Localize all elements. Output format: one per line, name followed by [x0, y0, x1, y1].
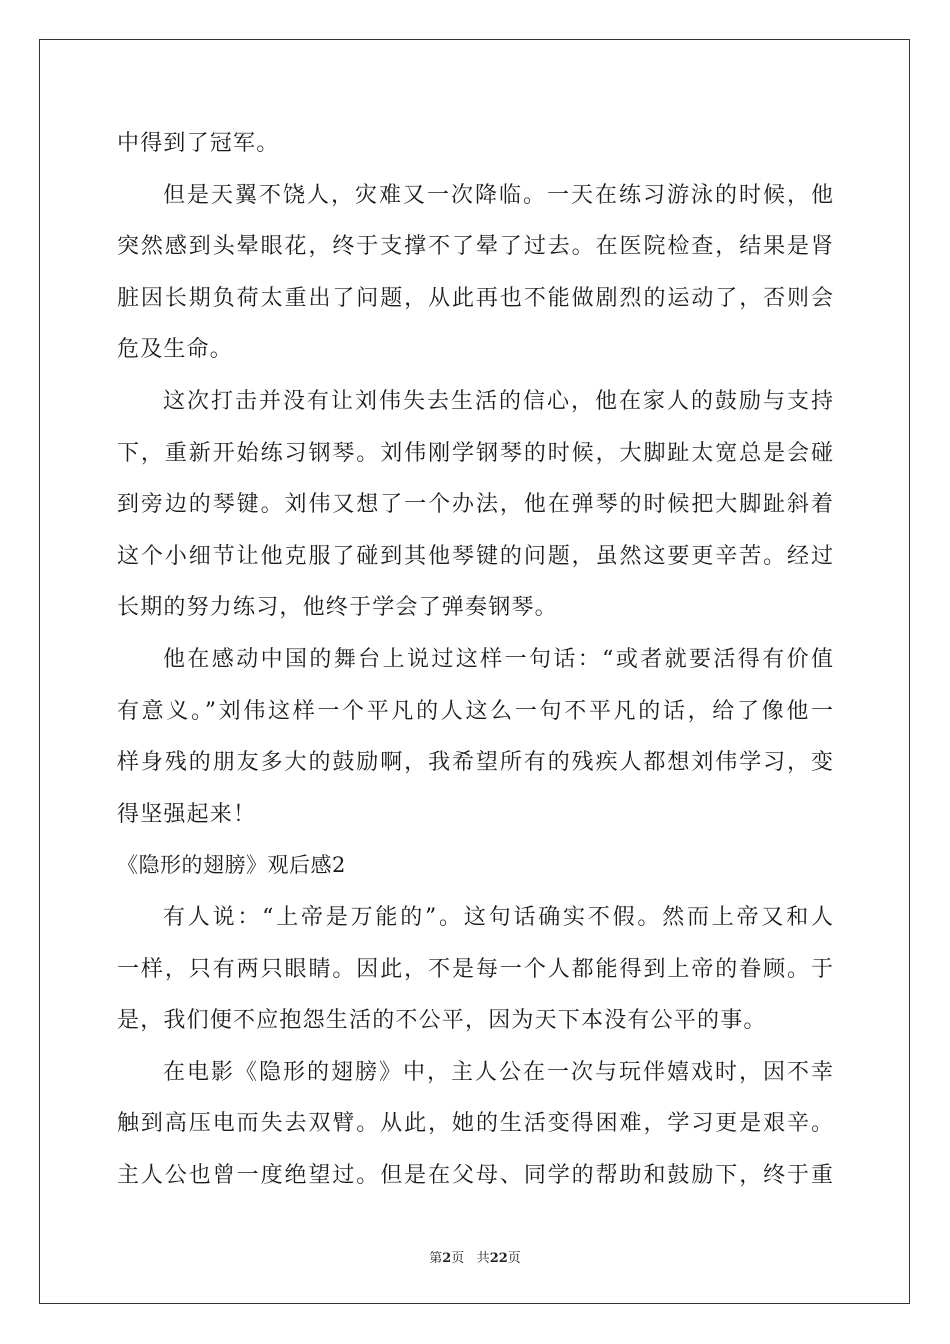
page-footer	[0, 1247, 950, 1266]
text-line: 下，重新开始练习钢琴。刘伟刚学钢琴的时候，大脚趾太宽总是会碰	[117, 440, 833, 466]
total-suffix: 页	[507, 1251, 521, 1266]
text-line: 样身残的朋友多大的鼓励啊，我希望所有的残疾人都想刘伟学习，变	[117, 750, 833, 776]
text-line: 脏因长期负荷太重出了问题，从此再也不能做剧烈的运动了，否则会	[117, 285, 833, 311]
text-line: 有人说：“上帝是万能的”。这句话确实不假。然而上帝又和人	[163, 904, 833, 930]
text-line: 这个小细节让他克服了碰到其他琴键的问题，虽然这要更辛苦。经过	[117, 543, 833, 569]
text-line: 在电影《隐形的翅膀》中，主人公在一次与玩伴嬉戏时，因不幸	[163, 1059, 833, 1085]
page-prefix: 第	[429, 1251, 443, 1266]
text-line: 一样，只有两只眼睛。因此，不是每一个人都能得到上帝的眷顾。于	[117, 956, 833, 982]
text-line: 长期的努力练习，他终于学会了弹奏钢琴。	[117, 595, 558, 621]
page-number: 2	[442, 1251, 452, 1266]
text-line: 到旁边的琴键。刘伟又想了一个办法，他在弹琴的时候把大脚趾斜着	[117, 492, 833, 518]
text-line: 这次打击并没有让刘伟失去生活的信心，他在家人的鼓励与支持	[163, 388, 833, 414]
text-line: 得坚强起来！	[117, 801, 257, 827]
text-line: 他在感动中国的舞台上说过这样一句话：“或者就要活得有价值	[163, 646, 833, 672]
page-suffix: 页	[451, 1251, 465, 1266]
total-pages: 22	[489, 1251, 508, 1266]
text-line: 有意义。”刘伟这样一个平凡的人这么一句不平凡的话，给了像他一	[117, 698, 833, 724]
text-line: 但是天翼不饶人，灾难又一次降临。一天在练习游泳的时候，他	[163, 182, 833, 208]
text-line: 触到高压电而失去双臂。从此，她的生活变得困难，学习更是艰辛。	[117, 1111, 833, 1137]
text-line: 中得到了冠军。	[117, 131, 280, 156]
text-line: 主人公也曾一度绝望过。但是在父母、同学的帮助和鼓励下，终于重	[117, 1162, 833, 1188]
section-heading: 《隐形的翅膀》观后感2	[117, 853, 346, 878]
document-body	[117, 118, 833, 1201]
total-prefix: 共	[476, 1251, 490, 1266]
text-line: 危及生命。	[117, 337, 234, 363]
text-line: 突然感到头晕眼花，终于支撑不了晕了过去。在医院检查，结果是肾	[117, 234, 833, 260]
text-line: 是，我们便不应抱怨生活的不公平，因为天下本没有公平的事。	[117, 1008, 767, 1034]
